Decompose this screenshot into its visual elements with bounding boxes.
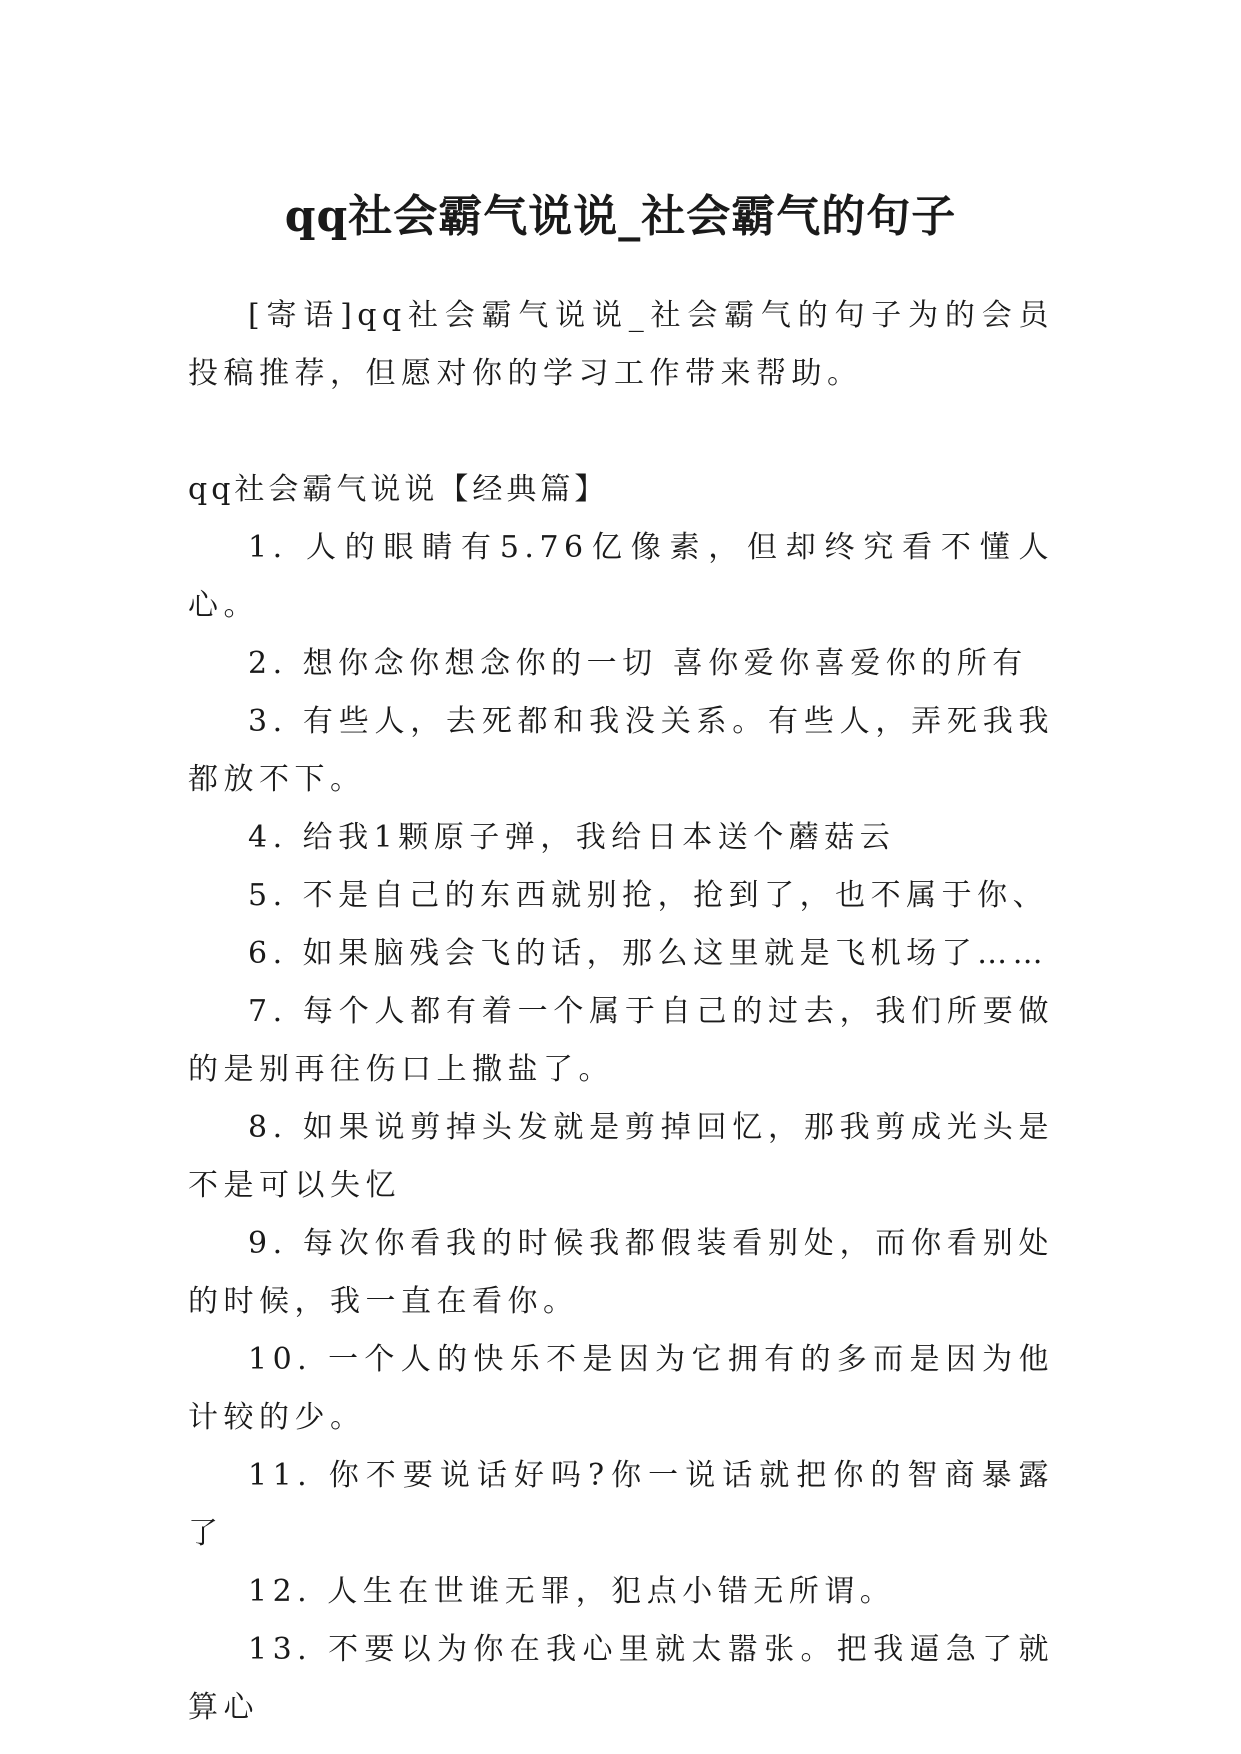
list-item: 8. 如果说剪掉头发就是剪掉回忆，那我剪成光头是不是可以失忆: [188, 1110, 1054, 1203]
list-item: 6. 如果脑残会飞的话，那么这里就是飞机场了……: [248, 936, 1049, 971]
list-item: 9. 每次你看我的时候我都假装看别处，而你看别处的时候，我一直在看你。: [188, 1226, 1054, 1319]
list-item: 13. 不要以为你在我心里就太嚣张。把我逼急了就算心: [188, 1632, 1054, 1725]
list-item: 5. 不是自己的东西就别抢，抢到了，也不属于你、: [248, 878, 1049, 913]
list-item: 11. 你不要说话好吗?你一说话就把你的智商暴露了: [188, 1458, 1054, 1551]
list-item: 12. 人生在世谁无罪，犯点小错无所谓。: [248, 1574, 896, 1609]
list-item: 3. 有些人，去死都和我没关系。有些人，弄死我我都放不下。: [188, 704, 1054, 797]
list-item: 4. 给我1颗原子弹，我给日本送个蘑菇云: [248, 820, 896, 855]
paragraph-spacer: [188, 403, 1054, 461]
intro-paragraph: [寄语]qq社会霸气说说_社会霸气的句子为的会员投稿推荐，但愿对你的学习工作带来帮助。: [188, 298, 1054, 391]
list-item: 1. 人的眼睛有5.76亿像素，但却终究看不懂人心。: [188, 530, 1054, 623]
list-item: 2. 想你念你想念你的一切 喜你爱你喜爱你的所有: [248, 646, 1028, 681]
document-body: [188, 287, 1054, 1737]
list-item: 7. 每个人都有着一个属于自己的过去，我们所要做的是别再往伤口上撒盐了。: [188, 994, 1054, 1087]
section-heading: qq社会霸气说说【经典篇】: [188, 472, 609, 507]
list-item: 10. 一个人的快乐不是因为它拥有的多而是因为他计较的少。: [188, 1342, 1054, 1435]
page-title: qq社会霸气说说_社会霸气的句子: [284, 191, 957, 243]
